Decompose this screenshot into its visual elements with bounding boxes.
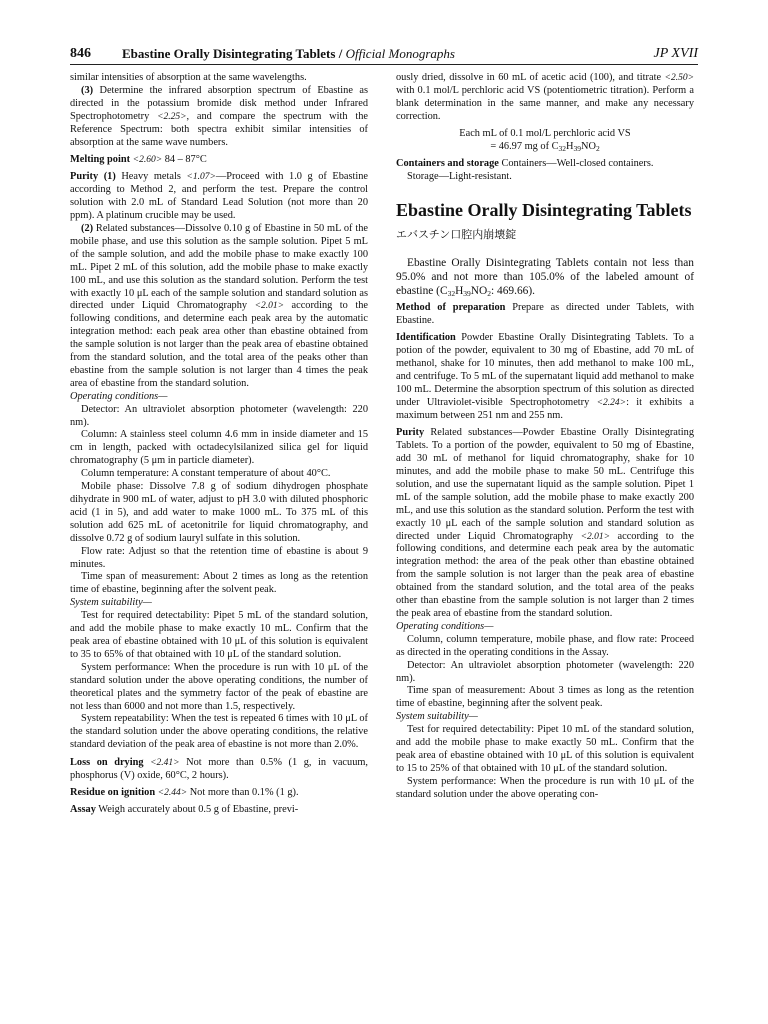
paragraph: Column, column temperature, mobile phase, and flow rate: Proceed as directed in the operating conditions in the Assay.	[396, 633, 694, 658]
paragraph: Time span of measurement: About 3 times as long as the retention time of ebastine, beginning after the solvent peak.	[396, 685, 694, 710]
running-header	[70, 44, 698, 65]
paragraph: System performance: When the procedure is run with 10 μL of the standard solution under the above operating con-	[396, 775, 694, 800]
paragraph: Flow rate: Adjust so that the retention time of ebastine is about 9 minutes.	[70, 545, 368, 570]
page-number: 846	[70, 46, 91, 61]
monograph-title: Ebastine Orally Disintegrating Tablets	[396, 199, 692, 220]
method-of-preparation: Method of preparation Prepare as directed under Tablets, with Ebastine.	[396, 302, 694, 327]
paragraph: Test for required detectability: Pipet 10 mL of the standard solution, and add the mobile phase to make exactly 50 mL. Confirm that the peak area of ebastine obtained with 10 μL of this solution is equivalent to 15 to 25% of that obtained with 10 μL of the standard solution.	[396, 724, 694, 774]
purity: Purity Related substances—Powder Ebastine Orally Disintegrating Tablets. To a portion of the powder, equivalent to 50 mg of Ebastine, add 30 mL of methanol for liquid chromatography, shake for 10 minutes, and add the mobile phase to make 50 mL. Centrifuge this solution, and use the supernatant liquid as the sample solution. Pipet 1 mL of the sample solution, add the mobile phase to make exactly 200 mL, and use this solution as the standard solution. Perform the test with exactly 10 μL each of the sample solution and standard solution as directed under Liquid Chromatography <2.01> according to the following conditions, and determine each peak area by the automatic integration method: the area of the peak other than ebastine obtained from the sample solution is not larger than the peak area of ebastine obtained from the standard solution, and the total area of the peaks other than ebastine from the sample solution is not larger than 2 times the peak area of ebastine from the standard solution.	[396, 427, 694, 619]
paragraph: Storage—Light-resistant.	[407, 170, 512, 182]
melting-point: Melting point <2.60> 84 – 87°C	[70, 153, 207, 165]
subheading: Operating conditions—	[70, 390, 168, 402]
paragraph: ously dried, dissolve in 60 mL of acetic acid (100), and titrate <2.50> with 0.1 mol/L perchloric acid VS (potentiometric titration). Perform a blank determination in the same manner, and make any necessary correction.	[396, 72, 694, 122]
paragraph: Test for required detectability: Pipet 5 mL of the standard solution, and add the mobile phase to make exactly 10 mL. Confirm that the peak area of ebastine obtained with 10 μL of this solution is equivalent to 35 to 65% of that obtained with 10 μL of the standard solution.	[70, 610, 368, 660]
running-title: Ebastine Orally Disintegrating Tablets / Official Monographs	[122, 46, 455, 61]
paragraph: Column temperature: A constant temperature of about 40°C.	[81, 468, 331, 480]
equivalence: Each mL of 0.1 mol/L perchloric acid VS = 46.97 mg of $C_{32}H_{39}NO_2$	[459, 127, 631, 153]
paragraph: Detector: An ultraviolet absorption photometer (wavelength: 220 nm).	[396, 659, 694, 684]
paragraph: System repeatability: When the test is repeated 6 times with 10 μL of the standard solution under the above operating conditions, the relative standard deviation of the peak area of ebastine is not more than 2.0%.	[70, 713, 368, 751]
paragraph: similar intensities of absorption at the same wavelengths.	[70, 72, 307, 83]
identification: Identification Powder Ebastine Orally Disintegrating Tablets. To a potion of the powder, equivalent to 30 mg of Ebastine, add 70 mL of methanol, shake for 10 minutes, then add methanol to make 100 mL, and centrifuge. To 5 mL of the supernatant liquid add methanol to make 100 mL. Determine the absorption spectrum of this solution as directed under Ultraviolet-visible Spectrophotometry <2.24>: it exhibits a maximum between 251 nm and 255 nm.	[396, 332, 694, 421]
right-column	[396, 72, 694, 802]
paragraph: Mobile phase: Dissolve 7.8 g of sodium dihydrogen phosphate dihydrate in 900 mL of water, adjust to pH 3.0 with diluted phosphoric acid (1 in 5), and add water to make 1000 mL. To 375 mL of this solution add 625 mL of acetonitrile for liquid chromatography, and dissolve 0.72 g of sodium lauryl sulfate in this solution.	[70, 481, 368, 544]
paragraph: Time span of measurement: About 2 times as long as the retention time of ebastine, beginning after the solvent peak.	[70, 571, 368, 596]
japanese-name: エバスチン口腔内崩壊錠	[396, 227, 517, 241]
left-column	[70, 72, 368, 817]
containers-storage: Containers and storage Containers—Well-closed containers.	[396, 157, 654, 169]
monograph-lead: Ebastine Orally Disintegrating Tablets contain not less than 95.0% and not more than 105.0% of the labeled amount of ebastine ($C_{32}H_{39}NO_2$: 469.66).	[396, 256, 694, 298]
paragraph: Column: A stainless steel column 4.6 mm in inside diameter and 15 cm in length, packed with octadecylsilanized silica gel for liquid chromatography (5 μm in particle diameter).	[70, 429, 368, 467]
edition-label: JP XVII	[653, 46, 698, 61]
loss-on-drying: Loss on drying <2.41> Not more than 0.5% (1 g, in vacuum, phosphorus (V) oxide, 60°C, 2 hours).	[70, 756, 368, 781]
paragraph: (3) Determine the infrared absorption spectrum of Ebastine as directed in the potassium bromide disk method under Infrared Spectrophotometry <2.25>, and compare the spectrum with the Reference Spectrum: both spectra exhibit similar intensities of absorption at the same wave numbers.	[70, 84, 368, 148]
subheading: System suitability—	[396, 711, 478, 723]
subheading: System suitability—	[70, 597, 152, 609]
paragraph: Detector: An ultraviolet absorption photometer (wavelength: 220 nm).	[70, 403, 368, 428]
purity-heavy-metals: Purity (1) Heavy metals <1.07>—Proceed with 1.0 g of Ebastine according to Method 2, and perform the test. Prepare the control solution with 2.0 mL of Standard Lead Solution (not more than 20 ppm). A platinum crucible may be used.	[70, 171, 368, 222]
purity-related-substances: (2) Related substances—Dissolve 0.10 g of Ebastine in 50 mL of the mobile phase, and use this solution as the sample solution. Pipet 5 mL of the sample solution, and add the mobile phase to make exactly 100 mL. Pipet 2 mL of this solution, add the mobile phase to make exactly 100 mL, and use this solution as the standard solution. Perform the test with exactly 10 μL each of the sample solution and standard solution as directed under Liquid Chromatography <2.01> according to the following conditions, and determine each peak area by the automatic integration method: each peak area other than ebastine obtained from the sample solution is not larger than the peak area of ebastine obtained from the standard solution, and the total area of the peaks other than ebastine from the sample solution is not larger than 4 times the peak area of ebastine from the standard solution.	[70, 222, 368, 389]
residue-on-ignition: Residue on ignition <2.44> Not more than 0.1% (1 g).	[70, 786, 299, 798]
assay: Assay Weigh accurately about 0.5 g of Ebastine, previ-	[70, 804, 299, 816]
subheading: Operating conditions—	[396, 620, 494, 632]
paragraph: System performance: When the procedure is run with 10 μL of the standard solution under the above operating conditions, the number of theoretical plates and the symmetry factor of the peak of ebastine are not less than 6000 and not more than 1.5, respectively.	[70, 661, 368, 712]
